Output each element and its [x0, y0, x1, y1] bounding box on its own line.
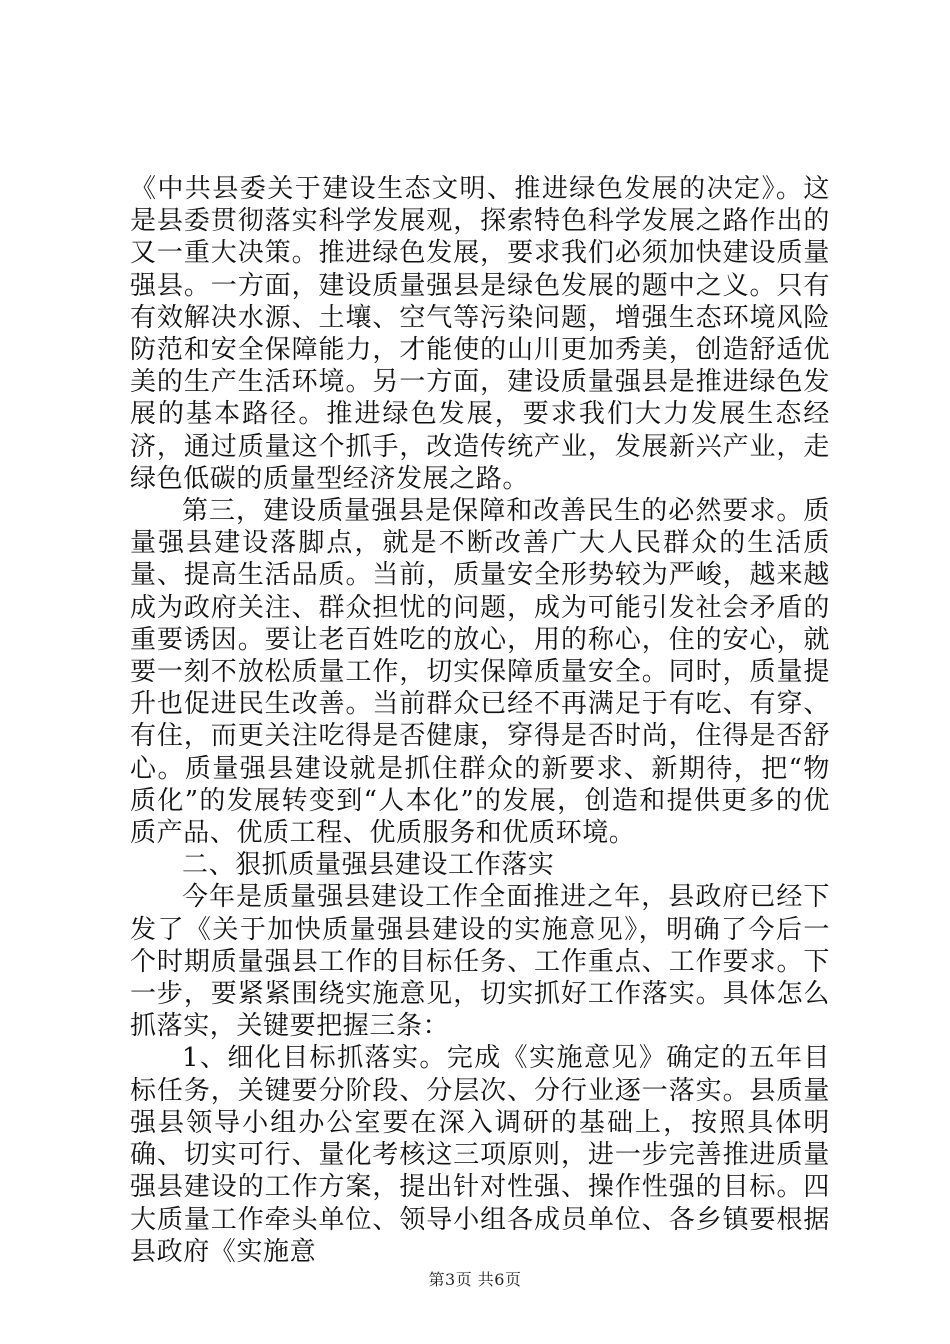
- page-number-footer: 第3页 共6页: [428, 1270, 522, 1289]
- document-body: [130, 173, 830, 1268]
- body-paragraph-4: 1、细化目标抓落实。完成《实施意见》确定的五年目标任务，关键要分阶段、分层次、分行业逐一落实。县质量强县领导小组办公室要在深入调研的基础上，按照具体明确、切实可行、量化考核这三项原则，进一步完善推进质量强县建设的工作方案，提出针对性强、操作性强的目标。四大质量工作牵头单位、领导小组各成员单位、各乡镇要根据县政府《实施意: [130, 1043, 830, 1267]
- section-heading: 二、狠抓质量强县建设工作落实: [182, 850, 555, 881]
- body-paragraph-2: 第三，建设质量强县是保障和改善民生的必然要求。质量强县建设落脚点，就是不断改善广大人民群众的生活质量、提高生活品质。当前，质量安全形势较为严峻，越来越成为政府关注、群众担忧的问题，成为可能引发社会矛盾的重要诱因。要让老百姓吃的放心，用的称心，住的安心，就要一刻不放松质量工作，切实保障质量安全。同时，质量提升也促进民生改善。当前群众已经不再满足于有吃、有穿、有住，而更关注吃得是否健康，穿得是否时尚，住得是否舒心。质量强县建设就是抓住群众的新要求、新期待，把“物质化”的发展转变到“人本化”的发展，创造和提供更多的优质产品、优质工程、优质服务和优质环境。: [130, 496, 830, 849]
- body-paragraph-1: 《中共县委关于建设生态文明、推进绿色发展的决定》。这是县委贯彻落实科学发展观，探索特色科学发展之路作出的又一重大决策。推进绿色发展，要求我们必须加快建设质量强县。一方面，建设质量强县是绿色发展的题中之义。只有有效解决水源、土壤、空气等污染问题，增强生态环境风险防范和安全保障能力，才能使的山川更加秀美，创造舒适优美的生产生活环境。另一方面，建设质量强县是推进绿色发展的基本路径。推进绿色发展，要求我们大力发展生态经济，通过质量这个抓手，改造传统产业，发展新兴产业，走绿色低碳的质量型经济发展之路。: [130, 174, 830, 494]
- body-paragraph-3: 今年是质量强县建设工作全面推进之年，县政府已经下发了《关于加快质量强县建设的实施意见》，明确了今后一个时期质量强县工作的目标任务、工作重点、工作要求。下一步，要紧紧围绕实施意见，切实抓好工作落实。具体怎么抓落实，关键要把握三条：: [130, 882, 830, 1042]
